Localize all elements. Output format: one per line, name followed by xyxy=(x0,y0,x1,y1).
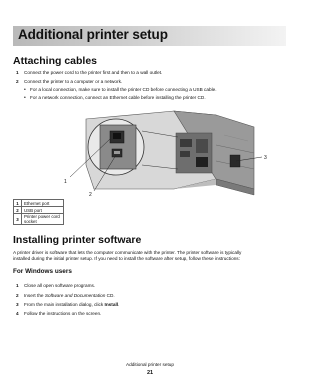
bullet-icon: • xyxy=(24,95,26,101)
install-step-2 xyxy=(16,293,115,299)
page-title-bar xyxy=(13,26,286,46)
legend-number: 3 xyxy=(14,214,22,225)
page-number: 21 xyxy=(146,370,154,376)
installing-software-heading: Installing printer software xyxy=(13,234,142,246)
callout-1-label: 1 xyxy=(64,179,67,185)
step-text-tail: CD. xyxy=(105,293,115,298)
step-text: Close all open software programs. xyxy=(24,283,96,288)
bullet-text: For a network connection, connect an Ethernet cable before installing the printer CD. xyxy=(30,95,206,100)
port-legend-table xyxy=(13,199,64,225)
attach-step-2 xyxy=(16,79,122,85)
software-intro-line-2: installed during the initial printer setup. If you need to install the software after setup, follow these instructions: xyxy=(13,256,240,261)
legend-label: Printer power cord socket xyxy=(22,214,64,225)
legend-label: Ethernet port xyxy=(22,200,64,207)
install-step-1 xyxy=(16,283,95,289)
step-number: 1 xyxy=(16,283,19,288)
step-text: Connect the power cord to the printer first and then to a wall outlet. xyxy=(24,70,163,75)
bullet-icon: • xyxy=(24,87,26,93)
step-number: 4 xyxy=(16,311,19,316)
legend-number: 2 xyxy=(14,207,22,214)
attach-bullet-network xyxy=(24,95,206,101)
footer-section-name: Additional printer setup xyxy=(126,362,174,367)
step-number: 2 xyxy=(16,79,19,84)
legend-number: 1 xyxy=(14,200,22,207)
legend-label: USB port xyxy=(22,207,64,214)
step-number: 3 xyxy=(16,302,19,307)
step-text: From the main installation dialog, click xyxy=(24,302,105,307)
step-number: 1 xyxy=(16,70,19,75)
table-row xyxy=(14,207,64,214)
step-emphasis: Install xyxy=(104,302,119,307)
install-step-4 xyxy=(16,311,101,317)
step-text-tail: . xyxy=(118,302,120,307)
attach-bullet-local xyxy=(24,87,217,93)
step-number: 2 xyxy=(16,293,19,298)
step-text: Insert the xyxy=(24,293,45,298)
callout-2-label: 2 xyxy=(89,192,92,197)
software-intro-line-1: A printer driver is software that lets the computer communicate with the printer. The printer software is typically xyxy=(13,250,242,255)
step-text: Follow the instructions on the screen. xyxy=(24,311,102,316)
callout-3-label: 3 xyxy=(264,155,267,161)
bullet-text: For a local connection, make sure to install the printer CD before connecting a USB cable. xyxy=(30,87,217,92)
page-title: Additional printer setup xyxy=(18,27,168,42)
install-step-3 xyxy=(16,302,119,308)
table-row xyxy=(14,200,64,207)
step-emphasis: Software and Documentation xyxy=(44,293,106,298)
attaching-cables-heading: Attaching cables xyxy=(13,55,98,67)
printer-rear-illustration xyxy=(56,105,276,197)
step-text: Connect the printer to a computer or a network. xyxy=(24,79,123,84)
table-row xyxy=(14,214,64,225)
attach-step-1 xyxy=(16,70,162,76)
windows-users-subheading: For Windows users xyxy=(13,268,72,275)
